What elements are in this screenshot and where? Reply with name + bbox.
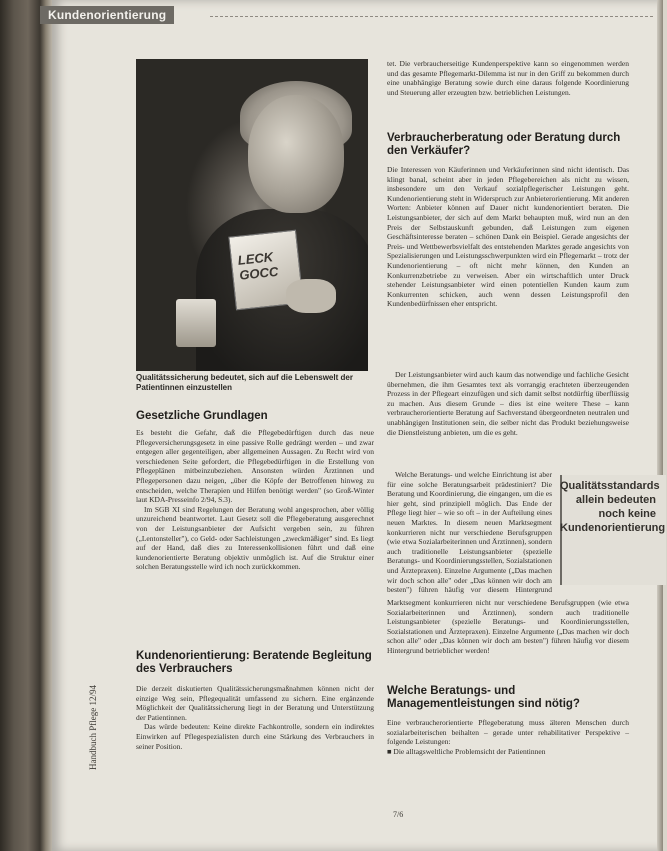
paragraph: Die Interessen von Käuferinnen und Verkäuferinnen sind nicht identisch. Das klingt banal, scheint aber in jeden Pflegebereichen als nicht zu wissen, insbesondere um den Verkauf sozialpflegerischer Leistungen geht. Kundenorientierung steht in Widerspruch zur Anbieterorientierung. Mit anderen Worten: Anbieter können auf Dauer nicht kundenorientiert beraten. Die Leistungsanbieter, der sich auf dem Markt behaupten muß, wird nun an den Preis der Selbstauskunft gebunden, daß Leistungen zum eigenen Geschäftsinteresse beraten – schönen Dank ein Beispiel. Gerade angesichts der Preis- und Wettbewerbsvielfalt des entstehenden Marktes gerade angesichts von Spezialisierungen und Leistungsschwerpunkten wird ein Pflegemarkt – trotz der Kundenorientierung – oft nicht mehr können, den Kunden an Konkurrenzbetriebe zu verweisen. Aber ein wirtschaftlich unter Druck stehender Leistungsanbieter wird einen potentiellen Kunden kaum zum Konkurrenten schicken, auch wenn dessen Leistungsprofil den Kundenbedürfnissen eher entspricht. <box>387 165 629 309</box>
right-section-1c <box>387 470 552 595</box>
paragraph: Der Leistungsanbieter wird auch kaum das notwendige und fachliche Gesicht übernehmen, die ihm Gesamtes text als vorrangig erachteten überzeugenden Prozess in der Pflegeart einzufügen und sich damit selbst notdürftig überflüssig zu machen. Aus diesem Grunde – dies ist eine weitere These – kann verbraucherorientierte Beratung auf Sachverstand übergeordneten neutralen und unabhängigen Institutionen sein, die selber nicht das Produkt beziehungsweise die Dienstleistung anbieten, um die es geht. <box>387 370 629 437</box>
paragraph: Das würde bedeuten: Keine direkte Fachkontrolle, sondern ein indirektes Einwirken auf Pflegespezialisten durch eine Stärkung des Verbrauchers in seiner Position. <box>136 722 374 751</box>
heading-management-leistungen: Welche Beratungs- und Managementleistungen sind nötig? <box>387 685 580 710</box>
left-section-2 <box>136 684 374 751</box>
paragraph: Die derzeit diskutierten Qualitätssicherungsmaßnahmen können nicht der einzige Weg sein, Pflegequalität umfassend zu sichern. Eine ergänzende Möglichkeit der Qualitätssicherung liegt in der Beratung und Unterstützung der Patientinnen. <box>136 684 374 722</box>
heading-kundenorientierung: Kundenorientierung: Beratende Begleitung des Verbrauchers <box>136 650 372 675</box>
section-header: Kundenorientierung <box>40 6 174 24</box>
right-intro: tet. Die verbraucherseitige Kundenperspektive kann so eingenommen werden und das gesamte Pflegemarkt-Dilemma ist nur in den Griff zu bekommen durch eine unabhängige Beratung sowie durch eine daraus folgende Koordinierung und Steuerung aller erzeugten bzw. betrieblichen Leistungen. <box>387 59 629 97</box>
photo-caption: Qualitätssicherung bedeutet, sich auf die Lebenswelt der Patientinnen einzustellen <box>136 373 353 392</box>
pull-quote-box <box>560 475 666 585</box>
pull-quote: Qualitätsstandards allein bedeuten noch keine Kundenorientierung <box>560 480 666 534</box>
photo <box>136 59 368 371</box>
paragraph: Eine verbraucherorientierte Pflegeberatung muss älteren Menschen durch sozialarbeiterischen beihalten – gerade unter rehabilitativer Perspektive – folgende Leistungen: <box>387 718 629 747</box>
header-rule <box>210 16 653 17</box>
right-section-2 <box>387 718 629 756</box>
heading-verbraucherberatung: Verbraucherberatung oder Beratung durch den Verkäufer? <box>387 132 621 157</box>
bullet-item: ■ Die alltagsweltliche Problemsicht der Patientinnen <box>387 747 629 757</box>
photo-package-label: LECK GOCC <box>237 249 279 283</box>
side-caption: Handbuch Pflege 12/94 <box>88 685 98 770</box>
paragraph: Welche Beratungs- und welche Einrichtung ist aber für eine solche Beratungsarbeit prädestiniert? Die Beratung und Koordinierung, die eingangen, um die es hier geht, sind prinzipiell möglich. Das Ende der Pflege liegt hier – wie so oft – in der Aufteilung eines neuen Marktes. In diesem neuen Marktsegment konkurrieren nicht nur verschiedene Berufsgruppen (wie etwa Sozialarbeiterinnen und Ärztinnen), sondern auch traditionelle Leistungsanbieter (spezielle Beratungs- und Koordinierungsstellen, Sozialstationen und Ärztepraxen). Einzelne Argumente („Das machen wir doch schon alle" oder „Das können wir doch am besten") führen häufig vor diesem Hintergrund <box>387 470 552 595</box>
right-section-1d <box>387 598 629 668</box>
right-section-1b <box>387 370 629 466</box>
photo-person-head <box>248 95 344 213</box>
left-section-1 <box>136 428 374 572</box>
photo-cup <box>176 299 216 347</box>
page-number: 7/6 <box>393 810 404 819</box>
right-section-1a <box>387 165 629 365</box>
paragraph: Es besteht die Gefahr, daß die Pflegebedürftigen durch das neue Pflegeversicherungsgesetz in eine passive Rolle gedrängt werden – und zwar entgegen aller gegenteiligen, aber allgemeinen Aussagen. Zu Recht wird von verschiedenen Seite gefordert, die Pflegebedürftigen in die Erstellung von Pflegeplänen mitbeinzubeziehen. Ansonsten würden Ärztinnen und Pflegepersonen dazu neigen, „über die Köpfe der Betroffenen hinweg zu entscheiden, welche Therapien und Hilfen benötigt werden" (so Groß-Winter laut KDA-Presseinfo 2/94, S.3). <box>136 428 374 505</box>
paragraph: Im SGB XI sind Regelungen der Beratung wohl angesprochen, aber völlig unzureichend beantwortet. Laut Gesetz soll die Pflegeberatung ausgerechnet von der Leistungsanbieter der Aufsicht vergeben sein, zu führen („Lentonsteller"), co Geld- oder Sachleistungen „zweckmäßiger" sind. Es liegt auf der Hand, daß dies zu Interessenkollisionen führt und daß eine kundenorientierte Beratung objektiv unmöglich ist. Auf die Struktur einer solchen Beratungsstelle wird ich noch zurückkommen. <box>136 504 374 572</box>
heading-gesetzliche-grundlagen: Gesetzliche Grundlagen <box>136 410 268 422</box>
paragraph: Marktsegment konkurrieren nicht nur verschiedene Berufsgruppen (wie etwa Sozialarbeiterinnen und Ärztinnen), sondern auch traditionelle Leistungsanbieter (spezielle Beratungs- und Koordinierungsstellen, Sozialstationen und Ärztepraxen). Einzelne Argumente („Das machen wir doch schon alle" oder „Das können wir doch am besten") führen häufig vor diesem Hintergrund betrieblicher werden! <box>387 598 629 655</box>
page-edge <box>657 0 663 851</box>
photo-hand <box>286 279 336 313</box>
